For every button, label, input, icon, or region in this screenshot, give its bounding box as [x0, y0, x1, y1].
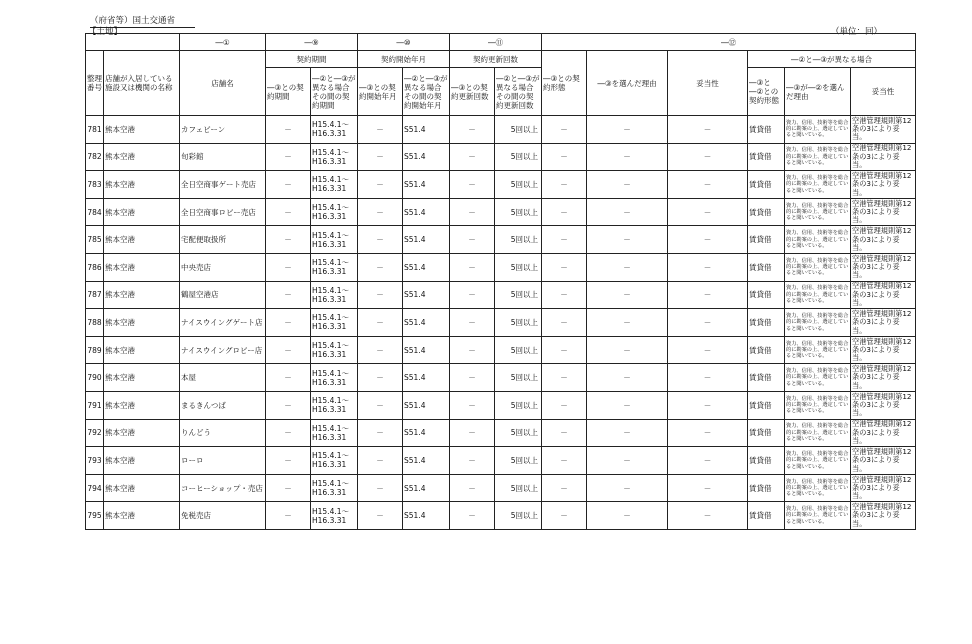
cell-11b: 5回以上 — [495, 447, 542, 475]
cell-11a: － — [450, 474, 495, 502]
cell-12e: 資力、信用、技術等を総合的に勘案の上、選定していると聞いている。 — [785, 253, 851, 281]
cell-store: 本屋 — [180, 364, 266, 392]
cell-id: 789 — [86, 336, 104, 364]
cell-12b: － — [587, 253, 668, 281]
cell-9b: H15.4.1～H16.3.31 — [311, 309, 358, 337]
col-9b: ―②と―③が異なる場合その間の契約期間 — [311, 68, 358, 116]
cell-9b: H15.4.1～H16.3.31 — [311, 198, 358, 226]
cell-12c: － — [668, 474, 748, 502]
cell-10a: － — [358, 391, 403, 419]
table-row — [86, 253, 916, 281]
cell-facility: 熊本空港 — [104, 447, 180, 475]
cell-11a: － — [450, 391, 495, 419]
cell-12f: 空港管理規則第12条の3により妥当。 — [851, 474, 916, 502]
cell-12d: 賃貸借 — [748, 474, 785, 502]
table-row — [86, 309, 916, 337]
cell-12c: － — [668, 253, 748, 281]
cell-12f: 空港管理規則第12条の3により妥当。 — [851, 281, 916, 309]
cell-12d: 賃貸借 — [748, 336, 785, 364]
cell-10b: S51.4 — [403, 309, 450, 337]
table-row — [86, 419, 916, 447]
cell-12e: 資力、信用、技術等を総合的に勘案の上、選定していると聞いている。 — [785, 391, 851, 419]
cell-11a: － — [450, 226, 495, 254]
cell-12c: － — [668, 336, 748, 364]
cell-store: 免税売店 — [180, 502, 266, 530]
cell-9a: － — [266, 116, 311, 144]
cell-9a: － — [266, 253, 311, 281]
cell-10b: S51.4 — [403, 143, 450, 171]
cell-11a: － — [450, 419, 495, 447]
cell-9a: － — [266, 391, 311, 419]
cell-12b: － — [587, 281, 668, 309]
cell-12b: － — [587, 116, 668, 144]
cell-12b: － — [587, 391, 668, 419]
cell-12e: 資力、信用、技術等を総合的に勘案の上、選定していると聞いている。 — [785, 419, 851, 447]
cell-12a: － — [542, 281, 587, 309]
cell-id: 787 — [86, 281, 104, 309]
cell-12a: － — [542, 116, 587, 144]
cell-10a: － — [358, 143, 403, 171]
col-diff-case: ―②と―③が異なる場合 — [748, 51, 916, 68]
cell-11b: 5回以上 — [495, 474, 542, 502]
cell-12a: － — [542, 143, 587, 171]
cell-12c: － — [668, 281, 748, 309]
cell-facility: 熊本空港 — [104, 253, 180, 281]
cell-12b: － — [587, 198, 668, 226]
cell-12c: － — [668, 116, 748, 144]
cell-11b: 5回以上 — [495, 253, 542, 281]
col-11b: ―②と―③が異なる場合その間の契約更新回数 — [495, 68, 542, 116]
cell-11b: 5回以上 — [495, 391, 542, 419]
cell-store: ナイスウイングロビー店 — [180, 336, 266, 364]
cell-12d: 賃貸借 — [748, 171, 785, 199]
cell-store: コーヒーショップ・売店 — [180, 474, 266, 502]
cell-11a: － — [450, 447, 495, 475]
col-id: 整理番号 — [86, 51, 104, 116]
col-store: 店舗名 — [180, 51, 266, 116]
table-row — [86, 502, 916, 530]
cell-11b: 5回以上 — [495, 502, 542, 530]
col-group-11: ―⑪ — [450, 34, 542, 51]
cell-store: 全日空商事ロビー売店 — [180, 198, 266, 226]
cell-9a: － — [266, 198, 311, 226]
cell-11a: － — [450, 502, 495, 530]
cell-facility: 熊本空港 — [104, 419, 180, 447]
cell-10a: － — [358, 253, 403, 281]
cell-9b: H15.4.1～H16.3.31 — [311, 143, 358, 171]
cell-12d: 賃貸借 — [748, 502, 785, 530]
cell-11a: － — [450, 336, 495, 364]
cell-12d: 賃貸借 — [748, 143, 785, 171]
cell-10b: S51.4 — [403, 226, 450, 254]
table-row — [86, 281, 916, 309]
cell-12a: － — [542, 309, 587, 337]
cell-store: 中央売店 — [180, 253, 266, 281]
cell-id: 793 — [86, 447, 104, 475]
cell-store: 旬彩館 — [180, 143, 266, 171]
cell-10a: － — [358, 336, 403, 364]
cell-10a: － — [358, 226, 403, 254]
cell-9a: － — [266, 226, 311, 254]
cell-id: 783 — [86, 171, 104, 199]
contract-table — [85, 33, 916, 530]
cell-12c: － — [668, 226, 748, 254]
cell-12d: 賃貸借 — [748, 253, 785, 281]
cell-9a: － — [266, 336, 311, 364]
cell-12f: 空港管理規則第12条の3により妥当。 — [851, 143, 916, 171]
cell-12f: 空港管理規則第12条の3により妥当。 — [851, 309, 916, 337]
cell-10b: S51.4 — [403, 253, 450, 281]
cell-10a: － — [358, 364, 403, 392]
cell-id: 792 — [86, 419, 104, 447]
cell-10b: S51.4 — [403, 281, 450, 309]
cell-12d: 賃貸借 — [748, 391, 785, 419]
cell-store: カフェビーン — [180, 116, 266, 144]
cell-facility: 熊本空港 — [104, 226, 180, 254]
cell-id: 784 — [86, 198, 104, 226]
cell-11b: 5回以上 — [495, 364, 542, 392]
cell-12c: － — [668, 391, 748, 419]
col-11a: ―③との契約更新回数 — [450, 68, 495, 116]
cell-10b: S51.4 — [403, 198, 450, 226]
cell-facility: 熊本空港 — [104, 391, 180, 419]
cell-10b: S51.4 — [403, 336, 450, 364]
cell-12f: 空港管理規則第12条の3により妥当。 — [851, 502, 916, 530]
cell-12b: － — [587, 171, 668, 199]
cell-11a: － — [450, 253, 495, 281]
table-row — [86, 391, 916, 419]
cell-12e: 資力、信用、技術等を総合的に勘案の上、選定していると聞いている。 — [785, 143, 851, 171]
cell-id: 782 — [86, 143, 104, 171]
cell-12f: 空港管理規則第12条の3により妥当。 — [851, 336, 916, 364]
cell-10b: S51.4 — [403, 364, 450, 392]
cell-store: りんどう — [180, 419, 266, 447]
cell-12a: － — [542, 474, 587, 502]
cell-12f: 空港管理規則第12条の3により妥当。 — [851, 447, 916, 475]
cell-id: 781 — [86, 116, 104, 144]
cell-12c: － — [668, 309, 748, 337]
cell-11a: － — [450, 143, 495, 171]
cell-facility: 熊本空港 — [104, 364, 180, 392]
cell-12e: 資力、信用、技術等を総合的に勘案の上、選定していると聞いている。 — [785, 364, 851, 392]
cell-11b: 5回以上 — [495, 198, 542, 226]
cell-9b: H15.4.1～H16.3.31 — [311, 253, 358, 281]
table-row — [86, 364, 916, 392]
col-facility: 店舗が入居している施設又は機関の名称 — [104, 51, 180, 116]
col-group-9: ―⑨ — [266, 34, 358, 51]
cell-10a: － — [358, 447, 403, 475]
cell-9b: H15.4.1～H16.3.31 — [311, 474, 358, 502]
cell-11b: 5回以上 — [495, 226, 542, 254]
cell-12d: 賃貸借 — [748, 281, 785, 309]
cell-12a: － — [542, 253, 587, 281]
cell-10b: S51.4 — [403, 447, 450, 475]
cell-12e: 資力、信用、技術等を総合的に勘案の上、選定していると聞いている。 — [785, 281, 851, 309]
col-group-1: ―① — [180, 34, 266, 51]
cell-12e: 資力、信用、技術等を総合的に勘案の上、選定していると聞いている。 — [785, 502, 851, 530]
cell-12d: 賃貸借 — [748, 309, 785, 337]
table-row — [86, 336, 916, 364]
cell-12f: 空港管理規則第12条の3により妥当。 — [851, 198, 916, 226]
cell-10b: S51.4 — [403, 419, 450, 447]
cell-10b: S51.4 — [403, 391, 450, 419]
cell-10a: － — [358, 198, 403, 226]
cell-12a: － — [542, 198, 587, 226]
cell-11b: 5回以上 — [495, 143, 542, 171]
cell-9b: H15.4.1～H16.3.31 — [311, 391, 358, 419]
cell-10b: S51.4 — [403, 502, 450, 530]
cell-12c: － — [668, 198, 748, 226]
cell-12c: － — [668, 419, 748, 447]
cell-store: ローロ — [180, 447, 266, 475]
table-row — [86, 143, 916, 171]
cell-facility: 熊本空港 — [104, 502, 180, 530]
col-12c: 妥当性 — [668, 51, 748, 116]
cell-store: 全日空商事ゲート売店 — [180, 171, 266, 199]
cell-12f: 空港管理規則第12条の3により妥当。 — [851, 116, 916, 144]
col-group-10: ―⑩ — [358, 34, 450, 51]
cell-9a: － — [266, 281, 311, 309]
cell-9a: － — [266, 364, 311, 392]
cell-facility: 熊本空港 — [104, 116, 180, 144]
cell-12a: － — [542, 226, 587, 254]
cell-11b: 5回以上 — [495, 171, 542, 199]
cell-facility: 熊本空港 — [104, 281, 180, 309]
table-row — [86, 198, 916, 226]
cell-store: 宅配便取扱所 — [180, 226, 266, 254]
cell-12b: － — [587, 226, 668, 254]
cell-id: 785 — [86, 226, 104, 254]
cell-12a: － — [542, 502, 587, 530]
table-row — [86, 226, 916, 254]
cell-12e: 資力、信用、技術等を総合的に勘案の上、選定していると聞いている。 — [785, 336, 851, 364]
cell-11a: － — [450, 116, 495, 144]
cell-12d: 賃貸借 — [748, 116, 785, 144]
cell-12c: － — [668, 143, 748, 171]
cell-12b: － — [587, 502, 668, 530]
cell-facility: 熊本空港 — [104, 474, 180, 502]
cell-id: 791 — [86, 391, 104, 419]
cell-9b: H15.4.1～H16.3.31 — [311, 419, 358, 447]
cell-9b: H15.4.1～H16.3.31 — [311, 116, 358, 144]
cell-10a: － — [358, 502, 403, 530]
cell-9a: － — [266, 171, 311, 199]
cell-12f: 空港管理規則第12条の3により妥当。 — [851, 364, 916, 392]
cell-12b: － — [587, 309, 668, 337]
cell-10b: S51.4 — [403, 474, 450, 502]
cell-12d: 賃貸借 — [748, 419, 785, 447]
col-contract-start: 契約開始年月 — [358, 51, 450, 68]
col-12a: ―③との契約形態 — [542, 51, 587, 116]
cell-11a: － — [450, 198, 495, 226]
cell-12d: 賃貸借 — [748, 364, 785, 392]
table-row — [86, 474, 916, 502]
ministry-label: （府省等）国土交通省 — [90, 16, 176, 26]
cell-12b: － — [587, 336, 668, 364]
table-row — [86, 171, 916, 199]
cell-12e: 資力、信用、技術等を総合的に勘案の上、選定していると聞いている。 — [785, 226, 851, 254]
cell-12c: － — [668, 171, 748, 199]
cell-12b: － — [587, 364, 668, 392]
cell-12a: － — [542, 336, 587, 364]
cell-facility: 熊本空港 — [104, 198, 180, 226]
col-12d: ―③と―②との契約形態 — [748, 68, 785, 116]
cell-12b: － — [587, 419, 668, 447]
cell-11b: 5回以上 — [495, 281, 542, 309]
cell-12a: － — [542, 391, 587, 419]
cell-12e: 資力、信用、技術等を総合的に勘案の上、選定していると聞いている。 — [785, 474, 851, 502]
cell-12e: 資力、信用、技術等を総合的に勘案の上、選定していると聞いている。 — [785, 198, 851, 226]
table-row — [86, 116, 916, 144]
cell-id: 795 — [86, 502, 104, 530]
cell-10a: － — [358, 309, 403, 337]
cell-facility: 熊本空港 — [104, 171, 180, 199]
cell-12b: － — [587, 143, 668, 171]
cell-store: まるきんつば — [180, 391, 266, 419]
col-renewal-count: 契約更新回数 — [450, 51, 542, 68]
cell-10a: － — [358, 474, 403, 502]
cell-store: 鶴屋空港店 — [180, 281, 266, 309]
cell-12d: 賃貸借 — [748, 447, 785, 475]
cell-11a: － — [450, 309, 495, 337]
unit-label: （単位：回） — [830, 27, 882, 37]
cell-11a: － — [450, 364, 495, 392]
cell-10a: － — [358, 116, 403, 144]
cell-9b: H15.4.1～H16.3.31 — [311, 364, 358, 392]
cell-9b: H15.4.1～H16.3.31 — [311, 502, 358, 530]
cell-9a: － — [266, 447, 311, 475]
cell-9b: H15.4.1～H16.3.31 — [311, 171, 358, 199]
cell-12d: 賃貸借 — [748, 226, 785, 254]
col-contract-period: 契約期間 — [266, 51, 358, 68]
cell-12b: － — [587, 447, 668, 475]
cell-10a: － — [358, 281, 403, 309]
cell-9b: H15.4.1～H16.3.31 — [311, 281, 358, 309]
cell-9a: － — [266, 419, 311, 447]
cell-9b: H15.4.1～H16.3.31 — [311, 447, 358, 475]
cell-12f: 空港管理規則第12条の3により妥当。 — [851, 419, 916, 447]
cell-11a: － — [450, 171, 495, 199]
cell-10b: S51.4 — [403, 171, 450, 199]
cell-12b: － — [587, 474, 668, 502]
cell-facility: 熊本空港 — [104, 336, 180, 364]
cell-id: 790 — [86, 364, 104, 392]
cell-store: ナイスウイングゲート店 — [180, 309, 266, 337]
col-12f: 妥当性 — [851, 68, 916, 116]
header-blank — [86, 34, 180, 51]
cell-id: 786 — [86, 253, 104, 281]
cell-12e: 資力、信用、技術等を総合的に勘案の上、選定していると聞いている。 — [785, 447, 851, 475]
cell-11a: － — [450, 281, 495, 309]
cell-12a: － — [542, 364, 587, 392]
col-10b: ―②と―③が異なる場合その間の契約開始年月 — [403, 68, 450, 116]
cell-facility: 熊本空港 — [104, 143, 180, 171]
cell-12e: 資力、信用、技術等を総合的に勘案の上、選定していると聞いている。 — [785, 116, 851, 144]
cell-10b: S51.4 — [403, 116, 450, 144]
cell-facility: 熊本空港 — [104, 309, 180, 337]
cell-12f: 空港管理規則第12条の3により妥当。 — [851, 253, 916, 281]
cell-12e: 資力、信用、技術等を総合的に勘案の上、選定していると聞いている。 — [785, 171, 851, 199]
cell-9a: － — [266, 309, 311, 337]
cell-11b: 5回以上 — [495, 309, 542, 337]
cell-10a: － — [358, 419, 403, 447]
col-12b: ―③を選んだ理由 — [587, 51, 668, 116]
cell-9a: － — [266, 502, 311, 530]
cell-id: 788 — [86, 309, 104, 337]
col-9a: ―③との契約期間 — [266, 68, 311, 116]
cell-11b: 5回以上 — [495, 116, 542, 144]
cell-id: 794 — [86, 474, 104, 502]
cell-11b: 5回以上 — [495, 336, 542, 364]
cell-10a: － — [358, 171, 403, 199]
cell-12e: 資力、信用、技術等を総合的に勘案の上、選定していると聞いている。 — [785, 309, 851, 337]
col-group-12: ―⑫ — [542, 34, 916, 51]
cell-9a: － — [266, 143, 311, 171]
cell-12c: － — [668, 447, 748, 475]
category-label: 【土地】 — [88, 27, 123, 37]
cell-9a: － — [266, 474, 311, 502]
cell-12f: 空港管理規則第12条の3により妥当。 — [851, 391, 916, 419]
cell-12f: 空港管理規則第12条の3により妥当。 — [851, 171, 916, 199]
cell-12f: 空港管理規則第12条の3により妥当。 — [851, 226, 916, 254]
col-10a: ―③との契約開始年月 — [358, 68, 403, 116]
cell-9b: H15.4.1～H16.3.31 — [311, 226, 358, 254]
cell-12c: － — [668, 502, 748, 530]
col-12e: ―③が―②を選んだ理由 — [785, 68, 851, 116]
cell-11b: 5回以上 — [495, 419, 542, 447]
cell-9b: H15.4.1～H16.3.31 — [311, 336, 358, 364]
cell-12d: 賃貸借 — [748, 198, 785, 226]
cell-12c: － — [668, 364, 748, 392]
cell-12a: － — [542, 171, 587, 199]
cell-12a: － — [542, 447, 587, 475]
cell-12a: － — [542, 419, 587, 447]
table-row — [86, 447, 916, 475]
